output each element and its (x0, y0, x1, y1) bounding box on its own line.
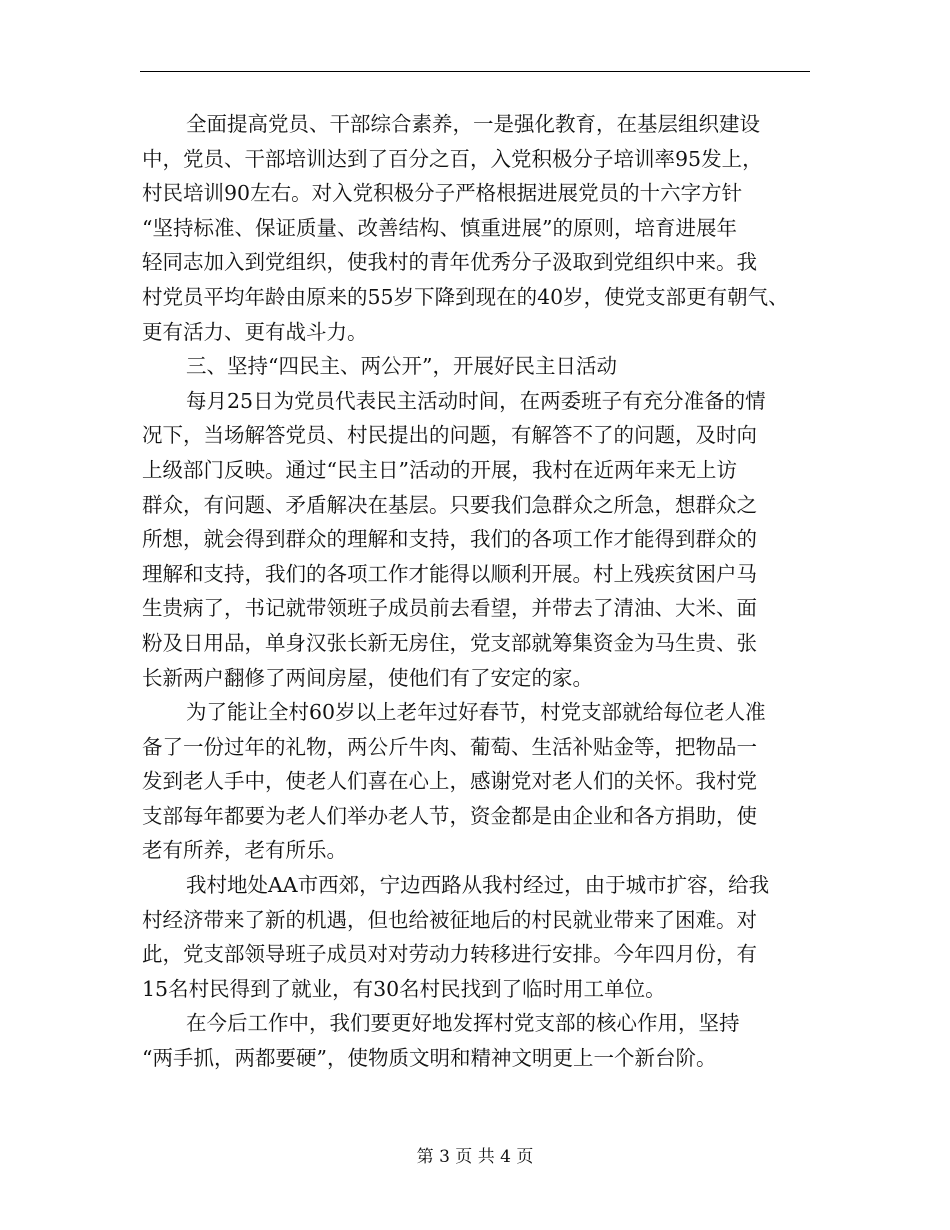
text-line: 更有活力、更有战斗力。 (142, 319, 368, 344)
text-line: 理解和支持，我们的各项工作才能得以顺利开展。村上残疾贫困户马 (142, 561, 757, 586)
text-line: 全面提高党员、干部综合素养，一是强化教育，在基层组织建设 (186, 112, 760, 136)
text-line: 每月25日为党员代表民主活动时间，在两委班子有充分准备的情 (186, 388, 766, 413)
section-heading: 三、坚持“四民主、两公开”，开展好民主日活动 (186, 354, 617, 379)
text-line: 上级部门反映。通过“民主日”活动的开展，我村在近两年来无上访 (142, 457, 737, 482)
text-line: 村民培训90左右。对入党积极分子严格根据进展党员的十六字方针 (142, 181, 743, 206)
text-line: 况下，当场解答党员、村民提出的问题，有解答不了的问题，及时向 (142, 423, 757, 448)
text-line: 支部每年都要为老人们举办老人节，资金都是由企业和各方捐助，使 (142, 803, 757, 828)
body-text (142, 107, 832, 1076)
text-line: 长新两户翻修了两间房屋，使他们有了安定的家。 (142, 665, 593, 690)
text-line: “两手抓，两都要硬”，使物质文明和精神文明更上一个新台阶。 (142, 1046, 717, 1071)
text-line: 中，党员、干部培训达到了百分之百，入党积极分子培训率95发上， (142, 146, 763, 171)
text-line: 老有所养，老有所乐。 (142, 838, 347, 863)
text-line: 轻同志加入到党组织，使我村的青年优秀分子汲取到党组织中来。我 (142, 250, 757, 275)
text-line: 群众，有问题、矛盾解决在基层。只要我们急群众之所急，想群众之 (142, 492, 757, 517)
header-rule (140, 71, 810, 72)
text-line: 生贵病了，书记就带领班子成员前去看望，并带去了清油、大米、面 (142, 596, 757, 621)
text-line: 发到老人手中，使老人们喜在心上，感谢党对老人们的关怀。我村党 (142, 769, 757, 794)
text-line: 村党员平均年龄由原来的55岁下降到现在的40岁，使党支部更有朝气、 (142, 284, 789, 309)
text-line: 粉及日用品，单身汉张长新无房住，党支部就筹集资金为马生贵、张 (142, 630, 757, 655)
text-line: 我村地处AA市西郊，宁边西路从我村经过，由于城市扩容，给我 (186, 873, 770, 898)
text-line: 为了能让全村60岁以上老年过好春节，村党支部就给每位老人准 (186, 700, 766, 725)
text-line: 在今后工作中，我们要更好地发挥村党支部的核心作用，坚持 (186, 1011, 740, 1036)
text-line: 此，党支部领导班子成员对对劳动力转移进行安排。今年四月份，有 (142, 942, 757, 967)
page-number-footer: 第 3 页 共 4 页 (416, 1147, 534, 1167)
text-line: 所想，就会得到群众的理解和支持，我们的各项工作才能得到群众的 (142, 527, 757, 552)
text-line: 备了一份过年的礼物，两公斤牛肉、葡萄、生活补贴金等，把物品一 (142, 734, 757, 759)
text-line: “坚持标准、保证质量、改善结构、慎重进展”的原则，培育进展年 (142, 215, 737, 240)
text-line: 村经济带来了新的机遇，但也给被征地后的村民就业带来了困难。对 (142, 907, 757, 932)
text-line: 15名村民得到了就业，有30名村民找到了临时用工单位。 (142, 976, 666, 1001)
